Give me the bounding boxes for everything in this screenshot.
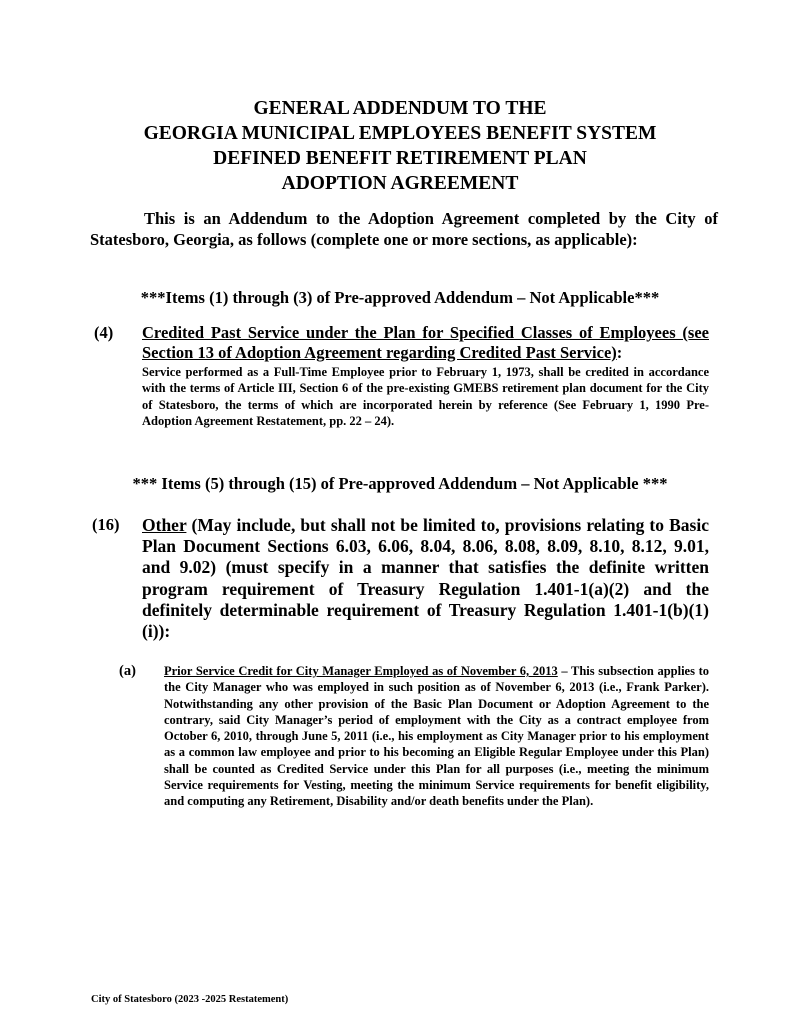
item-16-text: (May include, but shall not be limited to, provisions relating to Basic Plan Document Sections 6.03, 6.06, 8.04, 8.06, 8.08, 8.09, 8.10, 8.12, 9.01, and 9.02) (must specify in a manner that satisfies the definite written program requirement of Treasury Regulation 1.401-1(a)(2) and the definitely determinable requirement of Treasury Regulation 1.401-1(b)(1)(i)): bbox=[142, 515, 709, 642]
subsection-a-letter: (a) bbox=[119, 663, 136, 679]
item-4-heading-colon: : bbox=[616, 343, 623, 362]
item-4-heading-text: Credited Past Service under the Plan for Specified Classes of Employees (see Section 13 of Adoption Agreement regarding Credited Past Service) bbox=[142, 323, 709, 362]
not-applicable-notice-1: ***Items (1) through (3) of Pre-approved Addendum – Not Applicable*** bbox=[140, 288, 660, 307]
item-4-body: Service performed as a Full-Time Employee prior to February 1, 1973, shall be credited in accordance with the terms of Article III, Section 6 of the pre-existing GMEBS retirement plan document for the City of Statesboro, the terms of which are incorporated herein by reference (See February 1, 1990 Pre-Adoption Agreement Restatement, pp. 22 – 24). bbox=[142, 365, 709, 428]
document-title bbox=[0, 96, 800, 196]
subsection-a-body: – This subsection applies to the City Manager who was employed in such position as of November 6, 2013 (i.e., Frank Parker). Notwithstanding any other provision of the Basic Plan Document or Adoption Agreement to the contrary, said City Manager’s period of employment with the City as a contract employee from October 6, 2010, through June 5, 2011 (i.e., his employment as City Manager prior to his employment as a common law employee and prior to his becoming an Eligible Regular Employee under this Plan) shall be counted as Credited Service under this Plan for all purposes (i.e., meeting the minimum Service requirements for Vesting, meeting the minimum Service requirements for benefit eligibility, and computing any Retirement, Disability and/or death benefits under the Plan). bbox=[164, 664, 709, 809]
subsection-a-paragraph bbox=[164, 663, 709, 810]
intro-paragraph: This is an Addendum to the Adoption Agreement completed by the City of Statesboro, Georgia, as follows (complete one or more sections, as applicable): bbox=[90, 209, 718, 249]
title-line-3: DEFINED BENEFIT RETIREMENT PLAN bbox=[213, 148, 587, 169]
page-footer: City of Statesboro (2023 -2025 Restatement) bbox=[91, 994, 289, 1005]
item-16-heading: Other bbox=[142, 515, 187, 535]
item-16-paragraph bbox=[142, 515, 709, 642]
item-16-number: (16) bbox=[92, 515, 120, 534]
subsection-a-heading: Prior Service Credit for City Manager Employed as of November 6, 2013 bbox=[164, 664, 558, 678]
title-line-2: GEORGIA MUNICIPAL EMPLOYEES BENEFIT SYSTEM bbox=[143, 123, 657, 144]
not-applicable-notice-2: *** Items (5) through (15) of Pre-approved Addendum – Not Applicable *** bbox=[132, 474, 668, 493]
item-4-number: (4) bbox=[94, 323, 114, 342]
title-line-4: ADOPTION AGREEMENT bbox=[281, 173, 519, 194]
title-line-1: GENERAL ADDENDUM TO THE bbox=[253, 98, 547, 119]
item-4-heading bbox=[142, 323, 709, 363]
